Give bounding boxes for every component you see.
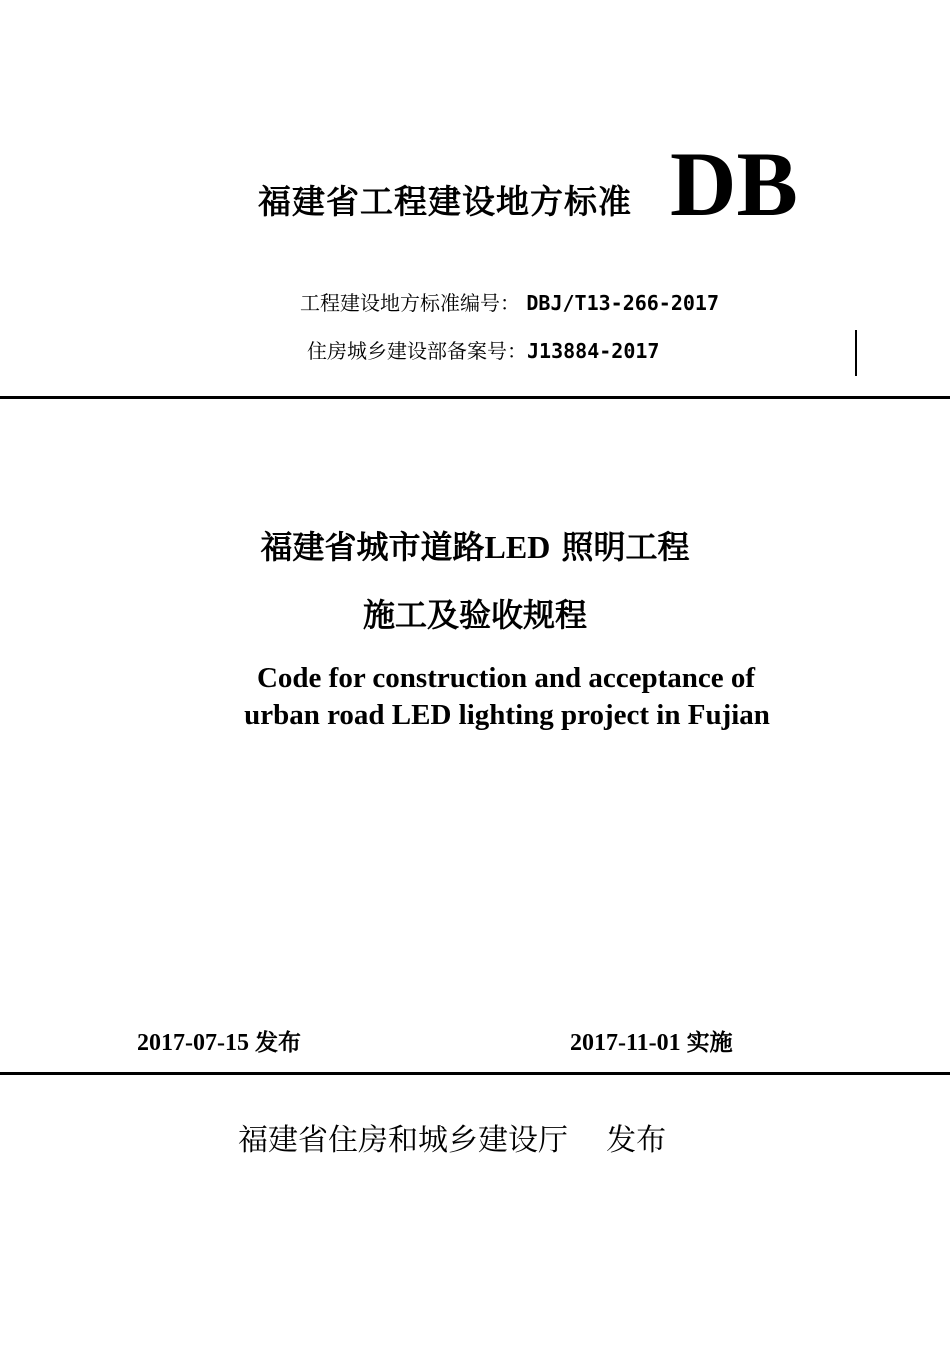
publisher-line	[238, 1115, 666, 1159]
publisher-action: 发布	[606, 1123, 667, 1158]
record-number-line	[307, 335, 659, 364]
effective-date-label: 实施	[686, 1030, 733, 1056]
issue-date	[137, 1024, 301, 1057]
record-number-value: J13884-2017	[527, 339, 660, 363]
standard-code-mark: DB	[670, 133, 798, 235]
title-zh-line1	[0, 522, 950, 568]
standard-number-value: DBJ/T13-266-2017	[526, 291, 720, 315]
title-zh-line2: 施工及验收规程	[362, 596, 587, 634]
publisher-name: 福建省住房和城乡建设厅	[238, 1123, 568, 1158]
title-zh-line1-part2: 照明工程	[561, 528, 690, 566]
standard-category-label: 福建省工程建设地方标准	[258, 182, 632, 221]
title-zh-line1-part1: 福建省城市道路	[260, 528, 485, 566]
issue-date-label: 发布	[254, 1030, 301, 1056]
record-number-label: 住房城乡建设部备案号：	[307, 339, 527, 363]
title-en-line1: Code for construction and acceptance of	[256, 662, 756, 694]
standard-number-line	[300, 287, 719, 316]
title-zh-line1-latin: LED	[484, 529, 551, 565]
title-en-line2: urban road LED lighting project in Fujian	[244, 699, 770, 731]
effective-date	[570, 1024, 733, 1057]
effective-date-value: 2017-11-01	[570, 1030, 681, 1056]
bottom-divider	[0, 1072, 950, 1075]
standard-number-label: 工程建设地方标准编号：	[300, 291, 520, 315]
issue-date-value: 2017-07-15	[137, 1030, 249, 1056]
top-divider	[0, 396, 950, 399]
vertical-marker	[855, 330, 857, 376]
